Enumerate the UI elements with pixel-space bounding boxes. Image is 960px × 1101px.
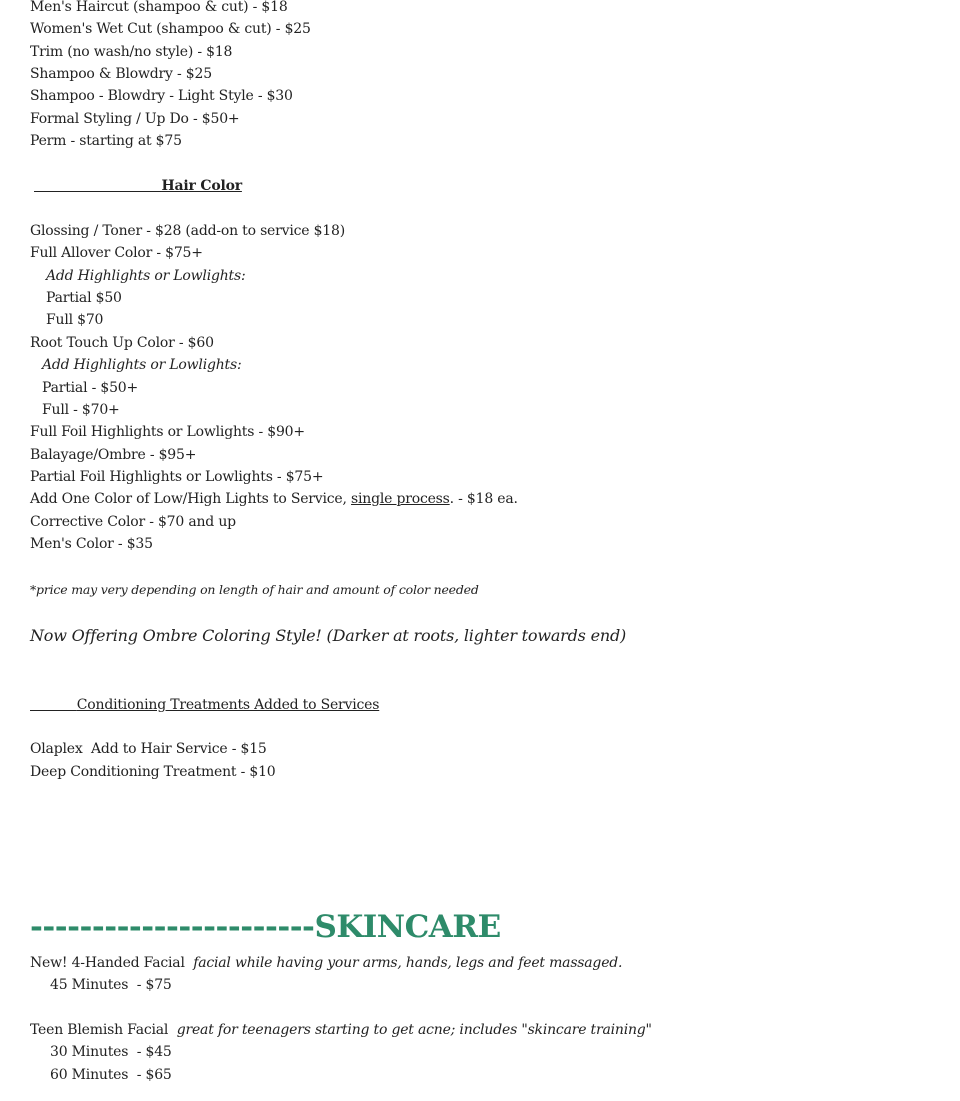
single-process-text: single process	[351, 491, 450, 507]
teen-facial-name: Teen Blemish Facial	[30, 1022, 177, 1038]
heading-underline-spacer	[30, 697, 77, 713]
conditioning-heading-row	[30, 696, 379, 714]
menu-line-formal-styling: Formal Styling / Up Do - $50+	[30, 111, 240, 127]
menu-line-add-one-color	[30, 490, 518, 508]
menu-line-teen-30: 30 Minutes - $45	[50, 1044, 172, 1060]
menu-line-shampoo-blowdry-style: Shampoo - Blowdry - Light Style - $30	[30, 88, 293, 104]
menu-line-perm: Perm - starting at $75	[30, 133, 182, 149]
ombre-offer: Now Offering Ombre Coloring Style! (Darker at roots, lighter towards end)	[30, 626, 627, 645]
hair-color-heading: Hair Color	[161, 178, 242, 194]
facial-4hand-desc: facial while having your arms, hands, legs and feet massaged.	[193, 955, 623, 971]
skincare-heading: SKINCARE	[314, 909, 501, 945]
hair-color-heading-row	[34, 177, 242, 195]
menu-line-root-touch-up: Root Touch Up Color - $60	[30, 335, 214, 351]
menu-line-olaplex: Olaplex Add to Hair Service - $15	[30, 741, 267, 757]
menu-line-shampoo-blowdry: Shampoo & Blowdry - $25	[30, 66, 212, 82]
menu-line-teen-60: 60 Minutes - $65	[50, 1067, 172, 1083]
menu-line-4-handed-facial	[30, 954, 622, 972]
skincare-heading-row	[30, 906, 501, 948]
menu-line-deep-conditioning: Deep Conditioning Treatment - $10	[30, 764, 276, 780]
menu-line-partial-1: Partial $50	[46, 290, 122, 306]
menu-line-full-2: Full - $70+	[42, 402, 120, 418]
menu-line-corrective: Corrective Color - $70 and up	[30, 514, 236, 530]
menu-line-add-highlights-1: Add Highlights or Lowlights:	[46, 268, 246, 284]
menu-line-4-handed-price: 45 Minutes - $75	[50, 977, 172, 993]
menu-line-partial-2: Partial - $50+	[42, 380, 139, 396]
menu-line-partial-foil: Partial Foil Highlights or Lowlights - $75+	[30, 469, 324, 485]
add-one-color-price: . - $18 ea.	[449, 491, 518, 507]
menu-line-add-highlights-2: Add Highlights or Lowlights:	[42, 357, 242, 373]
facial-4hand-name: New! 4-Handed Facial	[30, 955, 194, 971]
price-note: *price may very depending on length of hair and amount of color needed	[30, 582, 479, 597]
menu-line-balayage: Balayage/Ombre - $95+	[30, 447, 197, 463]
menu-line-full-foil: Full Foil Highlights or Lowlights - $90+	[30, 424, 305, 440]
menu-line-glossing: Glossing / Toner - $28 (add-on to service $18)	[30, 223, 345, 239]
skincare-dashes: -----------------------	[30, 909, 315, 945]
menu-line-full-allover: Full Allover Color - $75+	[30, 245, 203, 261]
teen-facial-desc: great for teenagers starting to get acne; includes "skincare training"	[176, 1022, 652, 1038]
menu-line-womens-wet-cut: Women's Wet Cut (shampoo & cut) - $25	[30, 21, 311, 37]
conditioning-heading: Conditioning Treatments Added to Services	[76, 697, 380, 713]
heading-underline-spacer	[34, 178, 162, 194]
menu-line-mens-color: Men's Color - $35	[30, 536, 153, 552]
menu-line-full-1: Full $70	[46, 312, 104, 328]
menu-line-mens-haircut: Men's Haircut (shampoo & cut) - $18	[30, 0, 288, 15]
add-one-color-text: Add One Color of Low/High Lights to Service,	[30, 491, 352, 507]
menu-line-trim: Trim (no wash/no style) - $18	[30, 44, 233, 60]
menu-line-teen-facial	[30, 1021, 652, 1039]
